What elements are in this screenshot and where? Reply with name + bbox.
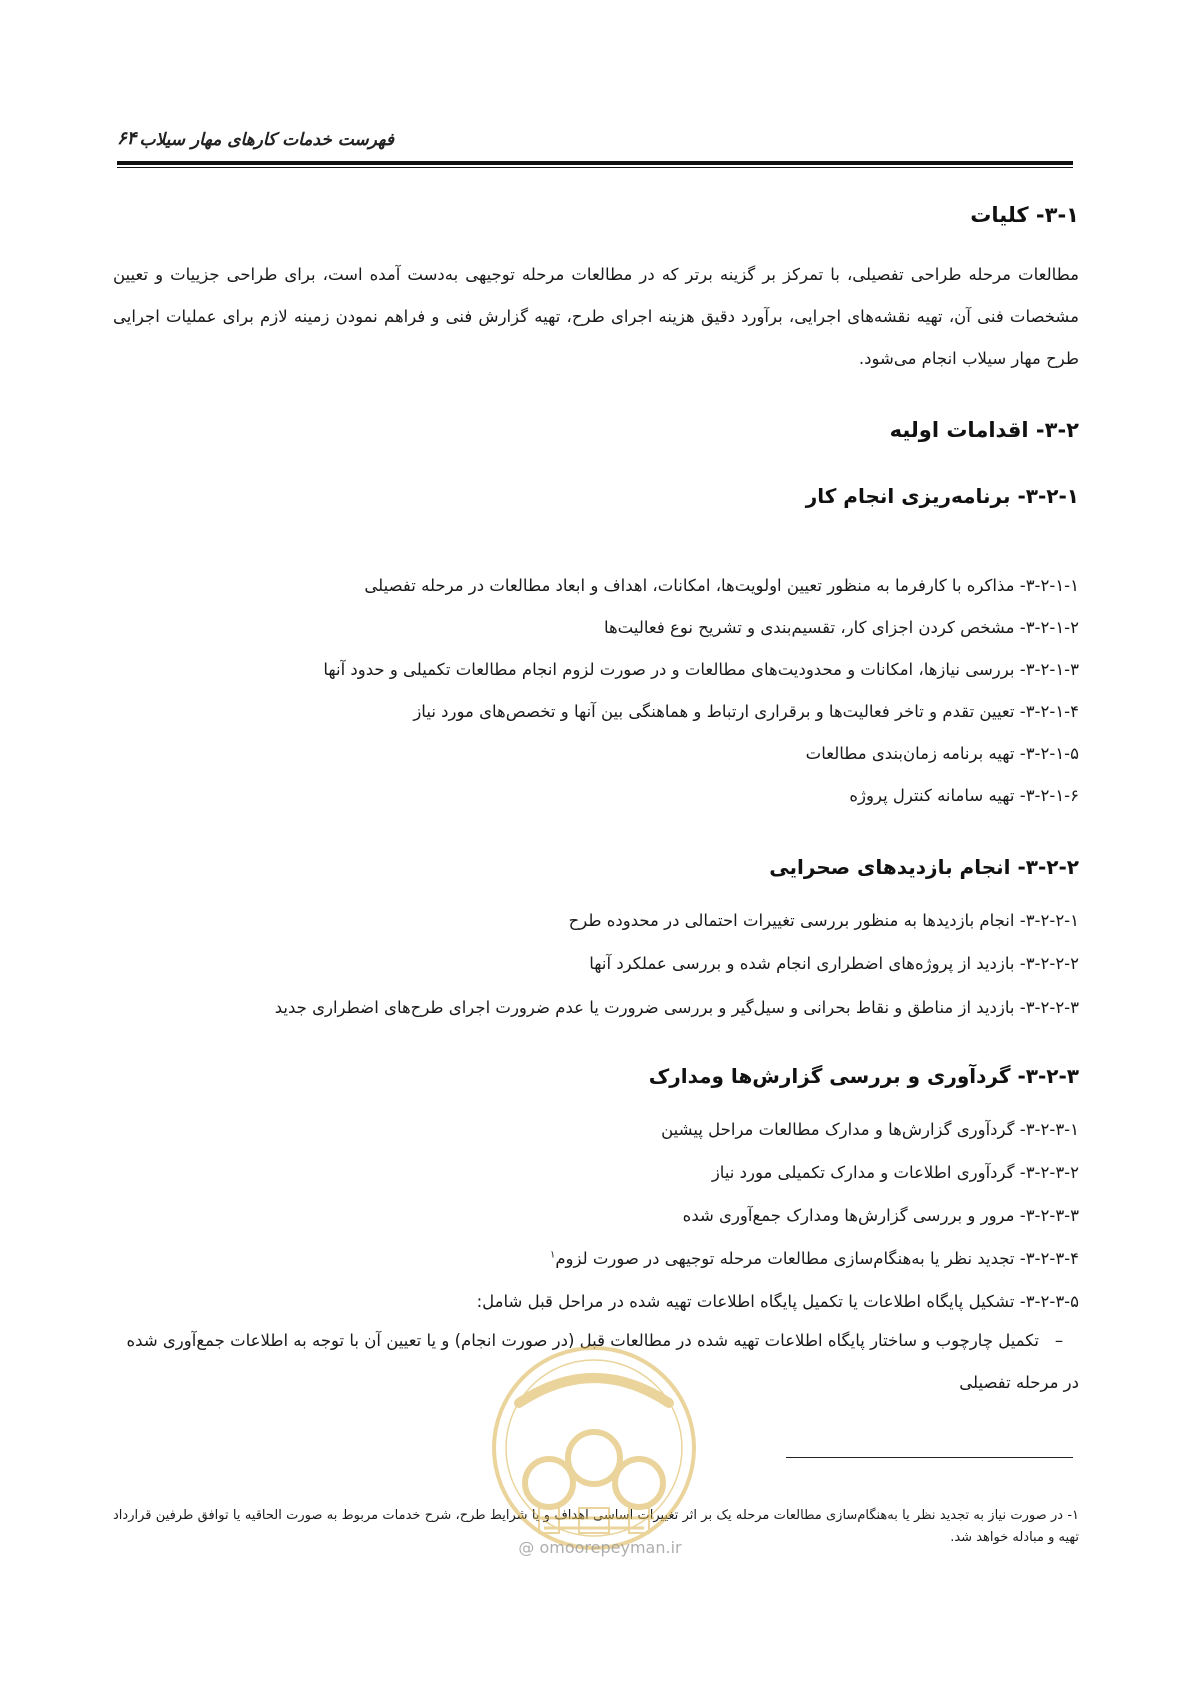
list-item: ۳-۲-۱-۶- تهیه سامانه کنترل پروژه <box>849 786 1079 805</box>
list-item: ۳-۲-۱-۲- مشخص کردن اجزای کار، تقسیم‌بندی و تشریح نوع فعالیت‌ها <box>603 618 1079 637</box>
page-number: ۶۴ <box>117 128 137 149</box>
header-rule-thin <box>117 167 1073 168</box>
list-item: ۳-۲-۳-۱- گردآوری گزارش‌ها و مدارک مطالعات مراحل پیشین <box>661 1120 1079 1139</box>
bullet-text: تکمیل چارچوب و ساختار پایگاه اطلاعات تهیه شده در مطالعات قبل (در صورت انجام) و یا تعیین آن با توجه به اطلاعات جمع‌آوری شده در مرحله تفصیلی <box>126 1331 1079 1392</box>
list-item: ۳-۲-۱-۱- مذاکره با کارفرما به منظور تعیین اولویت‌ها، امکانات، اهداف و ابعاد مطالعات در مرحله تفصیلی <box>364 576 1079 595</box>
heading-3-1: ۳-۱- کلیات <box>970 203 1079 227</box>
list-item: ۳-۲-۳-۳- مرور و بررسی گزارش‌ها ومدارک جمع‌آوری شده <box>682 1206 1079 1225</box>
list-item: ۳-۲-۲-۱- انجام بازدیدها به منظور بررسی تغییرات احتمالی در محدوده طرح <box>568 911 1079 930</box>
header-rule-thick <box>117 161 1073 165</box>
watermark-site: @ omoorepeyman.ir <box>518 1538 682 1557</box>
watermark-logo <box>479 1333 709 1573</box>
heading-3-2: ۳-۲- اقدامات اولیه <box>889 418 1079 442</box>
footnote-marker: ۱ <box>549 1249 556 1261</box>
paragraph-3-1: مطالعات مرحله طراحی تفصیلی، با تمرکز بر گزینه برتر که در مطالعات مرحله توجیهی به‌دست آمده است، برای طراحی جزییات و تعیین مشخصات فنی آن، تهیه نقشه‌های اجرایی، برآورد دقیق هزینه اجرای طرح، تهیه گزارش فنی و فراهم نمودن زمینه لازم برای عملیات اجرایی طرح مهار سیلاب انجام می‌شود. <box>113 265 1079 368</box>
heading-3-2-2: ۳-۲-۲- انجام بازدیدهای صحرایی <box>769 855 1079 879</box>
heading-3-2-3: ۳-۲-۳- گردآوری و بررسی گزارش‌ها ومدارک <box>648 1064 1079 1088</box>
list-item: ۳-۲-۲-۳- بازدید از مناطق و نقاط بحرانی و سیل‌گیر و بررسی ضرورت یا عدم ضرورت اجرای طرح‌های اضطراری جدید <box>274 998 1079 1017</box>
bullet-dash: – <box>1054 1331 1064 1350</box>
list-item: ۳-۲-۱-۵- تهیه برنامه زمان‌بندی مطالعات <box>805 744 1079 763</box>
list-item: ۳-۲-۳-۵- تشکیل پایگاه اطلاعات یا تکمیل پایگاه اطلاعات تهیه شده در مراحل قبل شامل: <box>476 1292 1079 1311</box>
running-header-title: فهرست خدمات کارهای مهار سیلاب <box>139 130 394 150</box>
heading-3-2-1: ۳-۲-۱- برنامه‌ریزی انجام کار <box>805 484 1079 508</box>
list-item: ۳-۲-۳-۲- گردآوری اطلاعات و مدارک تکمیلی مورد نیاز <box>711 1163 1079 1182</box>
footnote: ۱- در صورت نیاز به تجدید نظر یا به‌هنگام‌سازی مطالعات مرحله یک بر اثر تغییرات اساسی اهداف و یا شرایط طرح، شرح خدمات مربوط به صورت الحاقیه یا توافق طرفین قرارداد تهیه و مبادله خواهد شد. <box>113 1508 1079 1545</box>
list-item: ۳-۲-۲-۲- بازدید از پروژه‌های اضطراری انجام شده و بررسی عملکرد آنها <box>589 954 1079 973</box>
footnote-rule <box>786 1457 1073 1458</box>
list-item: ۳-۲-۱-۴- تعیین تقدم و تاخر فعالیت‌ها و برقراری ارتباط و هماهنگی بین آنها و تخصص‌های مورد نیاز <box>413 702 1079 721</box>
list-item-with-footnote <box>550 1247 1079 1271</box>
list-item-text: ۳-۲-۳-۴- تجدید نظر یا به‌هنگام‌سازی مطالعات مرحله توجیهی در صورت لزوم <box>555 1249 1079 1268</box>
list-item: ۳-۲-۱-۳- بررسی نیازها، امکانات و محدودیت‌های مطالعات و در صورت لزوم انجام مطالعات تکمیلی و حدود آنها <box>323 660 1079 679</box>
